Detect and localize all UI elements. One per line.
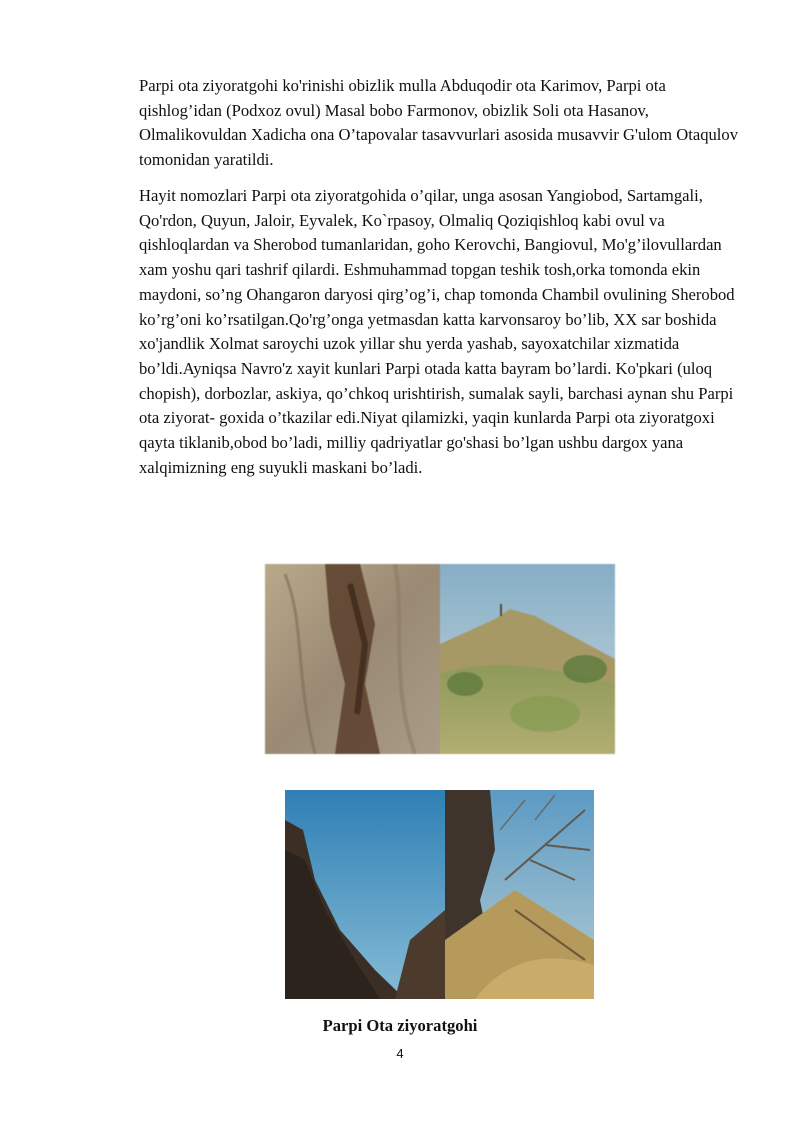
paragraph-2: Hayit nomozlari Parpi ota ziyoratgohida o’qilar, unga asosan Yangiobod, Sartamgali, Qo'rdon, Quyun, Jaloir, Eyvalek, Ko`rpasoy, Olmaliq Qoziqishloq kabi ovul va qishloqlardan va Sherobod tumanlaridan, goho Kerovchi, Bangiovul, Mo'g’ilovullardan xam yoshu qari tashrif qilardi. Eshmuhammad topgan teshik tosh,orka tomonda ekin maydoni, so’ng Ohangaron daryosi qirg’og’i, chap tomonda Chambil ovulining Sherobod ko’rg’oni ko’rsatilgan.Qo'rg’onga yetmasdan katta karvonsaroy bo’lib, XX sar boshida xo'jandlik Xolmat saroychi uzok yillar shu yerda yashab, sayoxatchilar xizmatida bo’ldi.Ayniqsa Navro'z xayit kunlari Parpi otada katta bayram bo’lardi. Ko'pkari (uloq chopish), dorbozlar, askiya, qo’chkoq urishtirish, sumalak sayli, barchasi aynan shu Parpi ota ziyorat- goxida o’tkazilar edi.Niyat qilamizki, yaqin kunlarda Parpi ota ziyoratgoxi qayta tiklanib,obod bo’ladi, milliy qadriyatlar go'shasi bo’lgan ushbu dargox yana xalqimizning eng suyukli maskani bo’ladi. <box>139 186 735 477</box>
photo-rock-cliff <box>285 790 594 999</box>
page-number: 4 <box>396 1046 404 1061</box>
photo-shrine-hill <box>265 564 615 754</box>
figure-caption: Parpi Ota ziyoratgohi <box>322 1016 478 1035</box>
paragraph-1: Parpi ota ziyoratgohi ko'rinishi obizlik mulla Abduqodir ota Karimov, Parpi ota qishlog’idan (Podxoz ovul) Masal bobo Farmonov, obizlik Soli ota Hasanov, Olmalikovuldan Xadicha ona O’tapovalar tasavvurlari asosida musavvir G'ulom Otaqulov tomonidan yaratildi. <box>139 76 738 170</box>
